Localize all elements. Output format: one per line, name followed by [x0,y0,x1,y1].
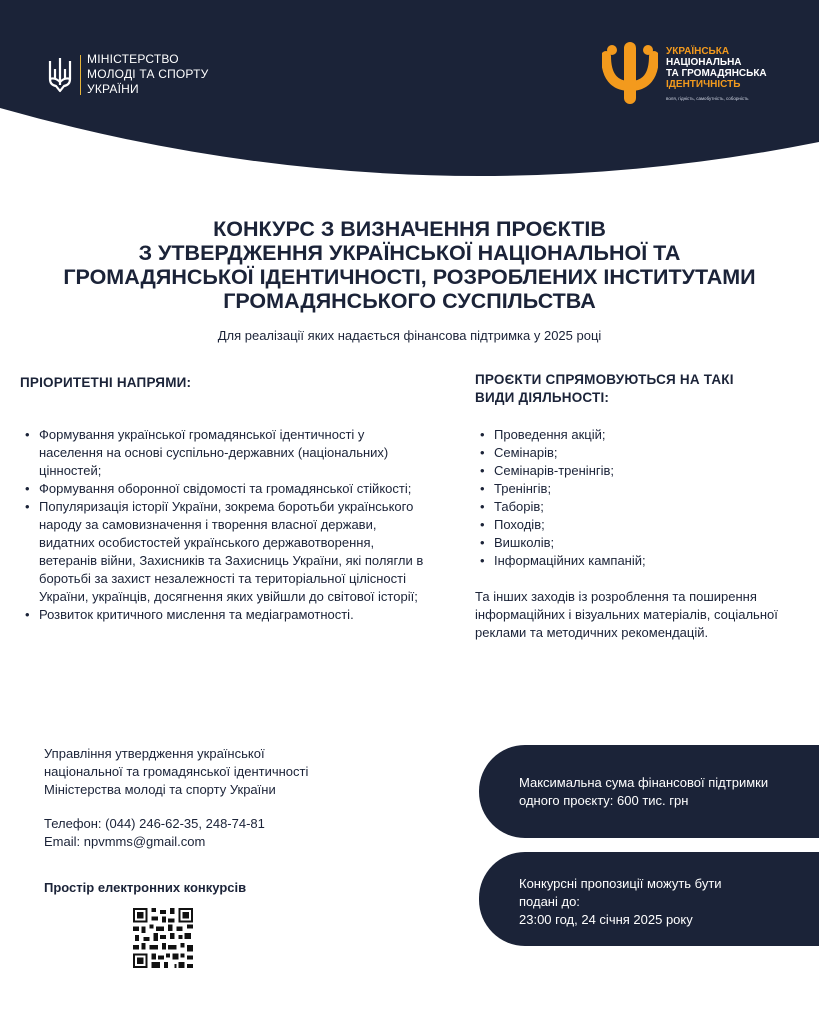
department-name: Управління утвердження української національної та громадянської ідентичності Міністерства молоді та спорту України [44,746,309,797]
email-link[interactable]: Email: npvmms@gmail.com [44,834,206,849]
ministry-logo [46,52,208,97]
activities-section [475,371,805,642]
identity-logo [602,42,767,104]
identity-emblem-icon [602,42,658,104]
list-item: • Інформаційних кампаній; [475,552,805,570]
list-item: • Формування української громадянської ідентичності у населення на основі суспільно-державних (національних) цінностей; [20,426,430,480]
priorities-section [20,374,430,624]
list-item: • Популяризація історії України, зокрема боротьби українського народу за самовизначення і творення власної держави, видатних особистостей українського державотворення, ветеранів війни, Захисників та Захисниць України, які полягли в боротьбі за захист незалежності та територіальної цілісності України, українців, досягнення яких увійшли до світової історії; [20,498,430,606]
ministry-name: МІНІСТЕРСТВО МОЛОДІ ТА СПОРТУ УКРАЇНИ [87,52,209,96]
page-subtitle: Для реалізації яких надається фінансова підтримка у 2025 році [217,328,602,343]
ministry-divider [80,55,81,95]
deadline-box: Конкурсні пропозиції можуть бути подані до: 23:00 год, 24 січня 2025 року [479,852,819,946]
priorities-list [20,426,430,624]
list-item: • Семінарів; [475,444,805,462]
list-item: • Формування оборонної свідомості та громадянської стійкості; [20,480,430,498]
list-item: • Семінарів-тренінгів; [475,462,805,480]
contacts-block [44,745,424,851]
list-item: • Розвиток критичного мислення та медіаграмотності. [20,606,430,624]
activities-list [475,426,805,570]
list-item: • Таборів; [475,498,805,516]
max-funding-box: Максимальна сума фінансової підтримки одного проєкту: 600 тис. грн [479,745,819,838]
priorities-heading: ПРІОРИТЕТНІ НАПРЯМИ: [20,375,192,390]
list-item: • Тренінгів; [475,480,805,498]
list-item: • Походів; [475,516,805,534]
list-item: • Вишколів; [475,534,805,552]
trident-icon [46,55,74,95]
activities-extra-text: Та інших заходів із розроблення та поширення інформаційних і візуальних матеріалів, соціальної реклами та методичних рекомендацій. [475,589,778,640]
phone-text: Телефон: (044) 246-62-35, 248-74-81 [44,816,265,831]
e-contest-space-title: Простір електронних конкурсів [44,880,247,895]
qr-code[interactable] [133,908,193,968]
identity-brand-text: УКРАЇНСЬКА НАЦІОНАЛЬНА ТА ГРОМАДЯНСЬКА ІДЕНТИЧНІСТЬ воля, гідність, самобутність, соборність [666,42,767,104]
list-item: • Проведення акцій; [475,426,805,444]
brand-tagline: воля, гідність, самобутність, соборність [666,96,749,101]
activities-heading: ПРОЄКТИ СПРЯМОВУЮТЬСЯ НА ТАКІ ВИДИ ДІЯЛЬНОСТІ: [475,372,734,405]
page-title: КОНКУРС З ВИЗНАЧЕННЯ ПРОЄКТІВ З УТВЕРДЖЕННЯ УКРАЇНСЬКОЇ НАЦІОНАЛЬНОЇ ТА ГРОМАДЯНСЬКОЇ ІДЕНТИЧНОСТІ, РОЗРОБЛЕНИХ ІНСТИТУТАМИ ГРОМАДЯНСЬКОГО СУСПІЛЬСТВА [63,217,756,313]
